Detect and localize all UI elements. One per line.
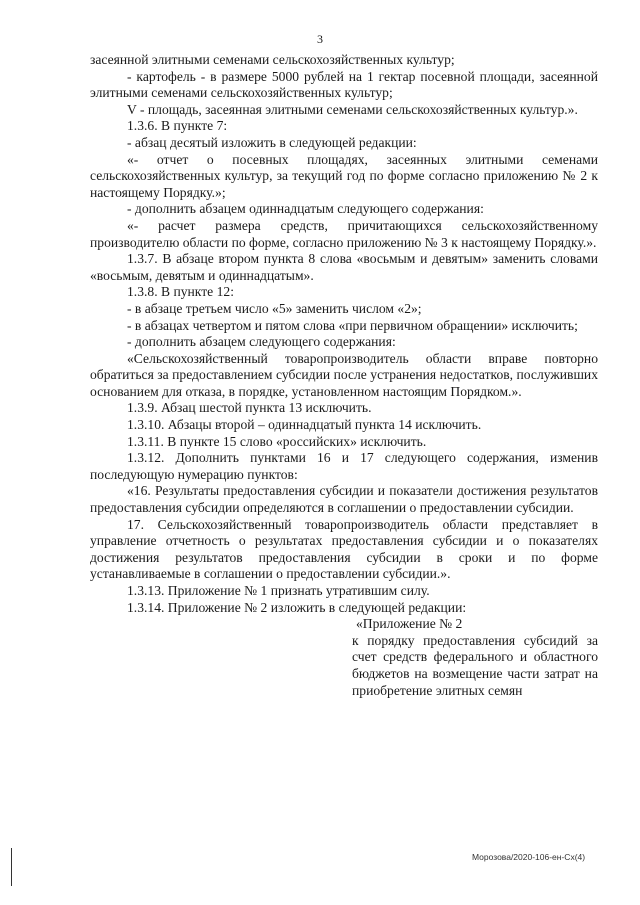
- appendix-text: к порядку предоставления субсидий за счет средств федерального и областного бюджетов на возмещение части затрат на приобретение элитных семян: [352, 632, 598, 698]
- paragraph: 1.3.9. Абзац шестой пункта 13 исключить.: [127, 400, 372, 416]
- paragraph: 1.3.11. В пункте 15 слово «российских» исключить.: [127, 433, 427, 449]
- paragraph: 1.3.12. Дополнить пунктами 16 и 17 следующего содержания, изменив последующую нумерацию пунктов:: [90, 450, 598, 482]
- margin-line: [11, 848, 12, 886]
- paragraph: - абзац десятый изложить в следующей редакции:: [127, 134, 417, 150]
- paragraph: 1.3.6. В пункте 7:: [127, 118, 228, 134]
- paragraph: 1.3.7. В абзаце втором пункта 8 слова «восьмым и девятым» заменить словами «восьмым, девятым и одиннадцатым».: [90, 251, 598, 283]
- appendix-title: «Приложение № 2: [356, 616, 463, 632]
- paragraph: «Сельскохозяйственный товаропроизводитель области вправе повторно обратиться за предоставлением субсидии после устранения недостатков, послуживших основанием для отказа, в порядке, установленном настоящим Порядком.».: [90, 350, 598, 399]
- paragraph: - картофель - в размере 5000 рублей на 1 гектар посевной площади, засеянной элитными семенами сельскохозяйственных культур;: [90, 68, 598, 101]
- document-body: [90, 52, 598, 699]
- paragraph: - в абзацах четвертом и пятом слова «при первичном обращении» исключить;: [127, 317, 578, 333]
- paragraph: - дополнить абзацем следующего содержания:: [127, 334, 396, 350]
- paragraph: «- отчет о посевных площадях, засеянных элитными семенами сельскохозяйственных культур, за текущий год по форме согласно приложению № 2 к настоящему Порядку.»;: [90, 151, 598, 200]
- paragraph: - в абзаце третьем число «5» заменить числом «2»;: [127, 300, 422, 316]
- paragraph: 1.3.10. Абзацы второй – одиннадцатый пункта 14 исключить.: [127, 417, 482, 433]
- appendix-block: [352, 616, 598, 699]
- paragraph: V - площадь, засеянная элитными семенами сельскохозяйственных культур.».: [127, 101, 578, 117]
- paragraph: 17. Сельскохозяйственный товаропроизводитель области представляет в управление отчетность о результатах предоставления субсидии и о показателях достижения результатов предоставления субсидии в сроки и по форме устанавливаемые в соглашении о предоставлении субсидии.».: [90, 516, 598, 582]
- paragraph: 1.3.8. В пункте 12:: [127, 284, 234, 300]
- footer-code: Морозова/2020-106-ен-Сх(4): [472, 852, 586, 862]
- paragraph: засеянной элитными семенами сельскохозяйственных культур;: [90, 52, 455, 67]
- paragraph: «- расчет размера средств, причитающихся сельскохозяйственному производителю области по форме, согласно приложению № 3 к настоящему Порядку.».: [90, 217, 598, 250]
- paragraph: - дополнить абзацем одиннадцатым следующего содержания:: [127, 201, 484, 217]
- page-number: 3: [317, 32, 323, 46]
- paragraph: 1.3.13. Приложение № 1 признать утратившим силу.: [127, 583, 430, 598]
- paragraph: «16. Результаты предоставления субсидии и показатели достижения результатов предоставления субсидии определяются в соглашении о предоставлении субсидии.: [90, 483, 598, 516]
- paragraph: 1.3.14. Приложение № 2 изложить в следующей редакции:: [127, 599, 467, 615]
